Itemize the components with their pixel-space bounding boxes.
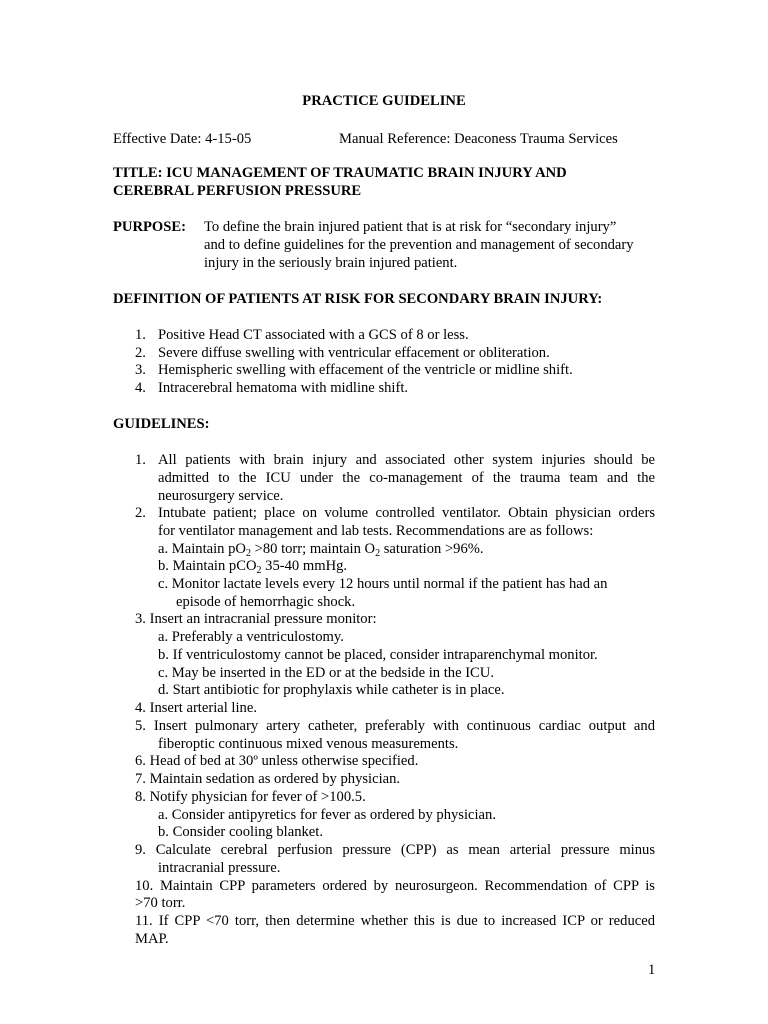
guideline-9-line-1: 9. Calculate cerebral perfusion pressure (CPP) as mean arterial pressure minus: [135, 842, 655, 858]
guideline-7: 7. Maintain sedation as ordered by physician.: [135, 771, 401, 787]
purpose-label: PURPOSE:: [113, 219, 186, 235]
guideline-1-line-1: All patients with brain injury and associated other system injuries should be: [158, 452, 655, 468]
guideline-2-line-1: Intubate patient; place on volume controlled ventilator. Obtain physician orders: [158, 505, 655, 521]
guideline-8: 8. Notify physician for fever of >100.5.: [135, 789, 366, 805]
guideline-5-line-1: 5. Insert pulmonary artery catheter, preferably with continuous cardiac output and: [135, 718, 655, 734]
guideline-8a: a. Consider antipyretics for fever as ordered by physician.: [158, 807, 496, 823]
guideline-10-line-1: 10. Maintain CPP parameters ordered by neurosurgeon. Recommendation of CPP is: [135, 878, 655, 894]
guideline-3b: b. If ventriculostomy cannot be placed, consider intraparenchymal monitor.: [158, 647, 598, 663]
page-title: PRACTICE GUIDELINE: [302, 93, 466, 109]
document-title-line-2: CEREBRAL PERFUSION PRESSURE: [113, 183, 362, 199]
definition-item-number: 3.: [135, 362, 146, 378]
guideline-number: 1.: [135, 452, 146, 468]
definition-item-number: 1.: [135, 327, 146, 343]
guideline-2-line-2: for ventilator management and lab tests. Recommendations are as follows:: [158, 523, 594, 539]
definition-heading: DEFINITION OF PATIENTS AT RISK FOR SECONDARY BRAIN INJURY:: [113, 291, 603, 307]
guideline-2b: b. Maintain pCO$_2$ 35-40 mmHg.: [158, 558, 348, 576]
guideline-1-line-2: admitted to the ICU under the co-management of the trauma team and the: [158, 470, 655, 486]
guidelines-heading: GUIDELINES:: [113, 416, 210, 432]
guideline-4: 4. Insert arterial line.: [135, 700, 257, 716]
definition-item: Intracerebral hematoma with midline shift.: [158, 380, 409, 396]
guideline-3: 3. Insert an intracranial pressure monitor:: [135, 611, 377, 627]
definition-item: Severe diffuse swelling with ventricular effacement or obliteration.: [158, 345, 550, 361]
definition-item: Hemispheric swelling with effacement of the ventricle or midline shift.: [158, 362, 573, 378]
guideline-3a: a. Preferably a ventriculostomy.: [158, 629, 344, 645]
guideline-2a: a. Maintain $pO_2 >80$ torr; maintain $O_2$ saturation >96%.: [158, 541, 484, 559]
purpose-line: injury in the seriously brain injured patient.: [204, 255, 458, 271]
guideline-2c-line-2: episode of hemorrhagic shock.: [176, 594, 356, 610]
guideline-11-line-1: 11. If CPP <70 torr, then determine whether this is due to increased ICP or reduced: [135, 913, 655, 929]
guideline-2c-line-1: c. Monitor lactate levels every 12 hours until normal if the patient has had an: [158, 576, 608, 592]
document-title-line-1: TITLE: ICU MANAGEMENT OF TRAUMATIC BRAIN INJURY AND: [113, 165, 567, 181]
manual-reference: Manual Reference: Deaconess Trauma Services: [339, 131, 618, 147]
definition-item: Positive Head CT associated with a GCS of 8 or less.: [158, 327, 469, 343]
guideline-8b: b. Consider cooling blanket.: [158, 824, 323, 840]
page-number: 1: [648, 962, 656, 978]
definition-item-number: 2.: [135, 345, 146, 361]
guideline-6: 6. Head of bed at 30º unless otherwise specified.: [135, 753, 419, 769]
purpose-line: and to define guidelines for the prevention and management of secondary: [204, 237, 634, 253]
guideline-11-line-2: MAP.: [135, 931, 169, 947]
guideline-number: 2.: [135, 505, 146, 521]
guideline-5-line-2: fiberoptic continuous mixed venous measurements.: [158, 736, 459, 752]
guideline-9-line-2: intracranial pressure.: [158, 860, 281, 876]
guideline-3c: c. May be inserted in the ED or at the bedside in the ICU.: [158, 665, 494, 681]
guideline-3d: d. Start antibiotic for prophylaxis while catheter is in place.: [158, 682, 505, 698]
effective-date: Effective Date: 4-15-05: [113, 131, 252, 147]
guideline-10-line-2: >70 torr.: [135, 895, 186, 911]
guideline-1-line-3: neurosurgery service.: [158, 488, 284, 504]
purpose-line: To define the brain injured patient that is at risk for “secondary injury”: [204, 219, 617, 235]
definition-item-number: 4.: [135, 380, 146, 396]
